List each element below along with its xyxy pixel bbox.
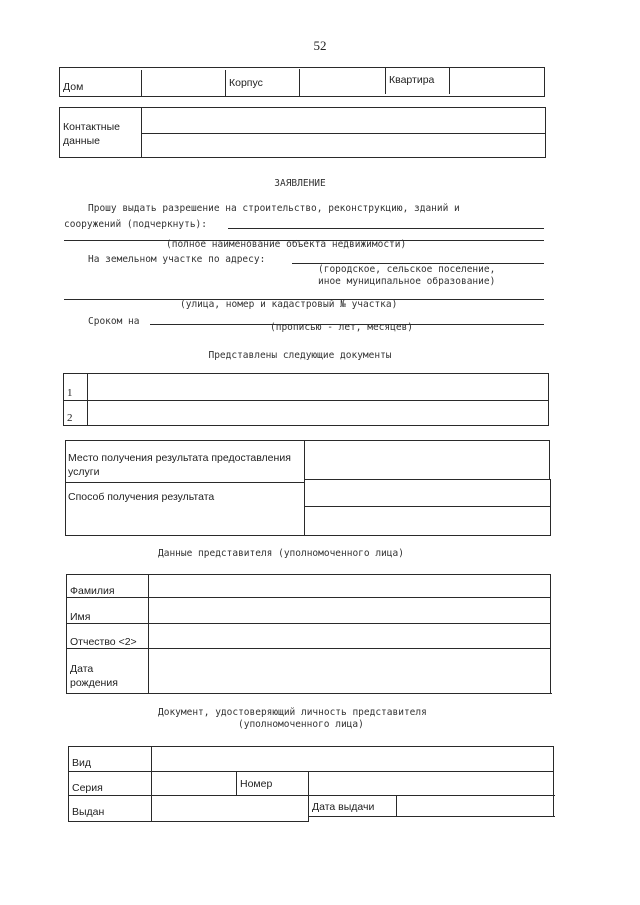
document-field-2[interactable]: [89, 402, 546, 424]
result-method-field-1[interactable]: [306, 481, 549, 505]
id-type-label: Вид: [72, 757, 91, 769]
contact-label-line2: данные: [63, 135, 100, 147]
birth-label-line1: Дата: [70, 663, 94, 675]
result-method-field-2[interactable]: [306, 508, 549, 534]
contact-label-line1: Контактные: [63, 121, 120, 133]
result-place-label-line2: услуги: [68, 466, 100, 478]
term-hint: (прописью - лет, месяцев): [270, 322, 413, 333]
house-field[interactable]: [142, 71, 224, 95]
document-row-number: 1: [67, 387, 73, 399]
document-field-1[interactable]: [89, 375, 546, 399]
id-issued-by-label: Выдан: [72, 806, 105, 818]
id-series-label: Серия: [72, 782, 103, 794]
request-line-1: Прошу выдать разрешение на строительство, реконструкцию, зданий и: [88, 203, 460, 214]
apartment-field[interactable]: [450, 68, 543, 92]
birth-date-field[interactable]: [150, 650, 548, 692]
building-label: Корпус: [229, 77, 263, 89]
id-issued-by-field[interactable]: [153, 797, 307, 820]
name-label: Имя: [70, 611, 91, 623]
id-document-heading-line2: (уполномоченного лица): [238, 719, 364, 730]
id-number-field[interactable]: [310, 773, 552, 794]
surname-label: Фамилия: [70, 585, 115, 597]
building-field[interactable]: [300, 70, 384, 94]
page-number: 52: [313, 38, 327, 53]
house-label: Дом: [63, 81, 84, 93]
contact-field-1[interactable]: [143, 109, 544, 132]
id-type-field[interactable]: [153, 748, 551, 770]
plot-label: На земельном участке по адресу:: [88, 254, 266, 265]
id-document-heading-line1: Документ, удостоверяющий личность представителя: [158, 707, 427, 718]
contact-field-2[interactable]: [143, 135, 544, 156]
statement-title: ЗАЯВЛЕНИЕ: [274, 178, 326, 189]
term-label: Сроком на: [88, 316, 140, 327]
request-line-2: сооружений (подчеркнуть):: [64, 219, 207, 230]
id-issue-date-label: Дата выдачи: [312, 801, 375, 813]
object-type-field[interactable]: [228, 218, 544, 229]
patronymic-label: Отчество <2>: [70, 636, 137, 648]
apartment-label: Квартира: [389, 74, 435, 86]
surname-field[interactable]: [150, 576, 548, 596]
object-hint: (полное наименование объекта недвижимости): [166, 239, 407, 250]
name-field[interactable]: [150, 599, 548, 622]
documents-heading: Представлены следующие документы: [208, 350, 392, 361]
settlement-hint-line2: иное муниципальное образование): [318, 276, 496, 287]
id-issue-date-field[interactable]: [398, 797, 552, 815]
settlement-hint-line1: (городское, сельское поселение,: [318, 264, 496, 275]
street-hint: (улица, номер и кадастровый № участка): [180, 299, 398, 310]
patronymic-field[interactable]: [150, 625, 548, 647]
result-method-label: Способ получения результата: [68, 491, 215, 503]
result-place-label-line1: Место получения результата предоставления: [68, 452, 291, 464]
id-series-field[interactable]: [153, 773, 235, 794]
document-row-number: 2: [67, 412, 73, 424]
birth-label-line2: рождения: [70, 677, 118, 689]
id-number-label: Номер: [240, 778, 273, 790]
plot-address-field[interactable]: [292, 253, 544, 264]
representative-heading: Данные представителя (уполномоченного лица): [158, 548, 404, 559]
result-place-field[interactable]: [306, 442, 548, 478]
